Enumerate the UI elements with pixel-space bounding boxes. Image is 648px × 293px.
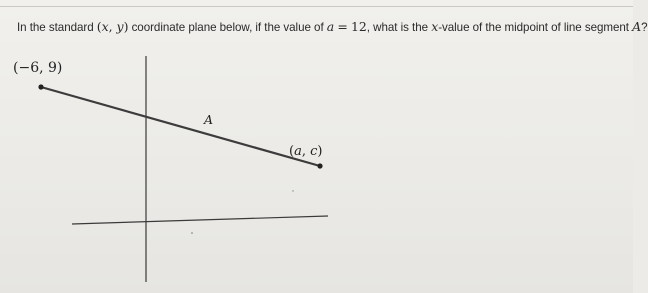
coord-comma: , xyxy=(108,19,113,34)
question-mark: ? xyxy=(641,21,648,34)
coord-close-paren: ) xyxy=(123,19,129,34)
line-segment-A xyxy=(41,87,323,166)
start-point-label: (−6, 9) xyxy=(13,60,63,76)
question-part-3: , what is the xyxy=(366,21,429,34)
coord-var-x: x xyxy=(101,19,109,34)
start-point-dot xyxy=(38,84,43,89)
var-x: x xyxy=(431,19,439,34)
question-part-2: coordinate plane below, if the value of xyxy=(131,21,324,34)
end-var-a: a xyxy=(294,144,302,159)
end-point-dot xyxy=(317,163,322,168)
var-A: A xyxy=(632,19,642,34)
end-var-c: c xyxy=(310,144,318,159)
speck-mark xyxy=(292,190,293,191)
end-point-label xyxy=(289,144,322,159)
end-open-paren: ( xyxy=(289,144,295,159)
x-axis xyxy=(72,216,328,224)
var-a: a xyxy=(326,19,335,34)
coord-open-paren: ( xyxy=(96,19,102,34)
speck-mark xyxy=(191,232,193,234)
end-comma: , xyxy=(301,144,311,159)
end-close-paren: ) xyxy=(317,144,323,159)
coord-var-y: y xyxy=(116,19,124,34)
segment-label-A: A xyxy=(204,112,214,127)
equals-sign: = xyxy=(337,19,348,34)
a-value: 12 xyxy=(350,19,367,34)
question-part-1: In the standard xyxy=(17,21,94,34)
question-part-4: -value of the midpoint of line segment xyxy=(438,21,629,34)
